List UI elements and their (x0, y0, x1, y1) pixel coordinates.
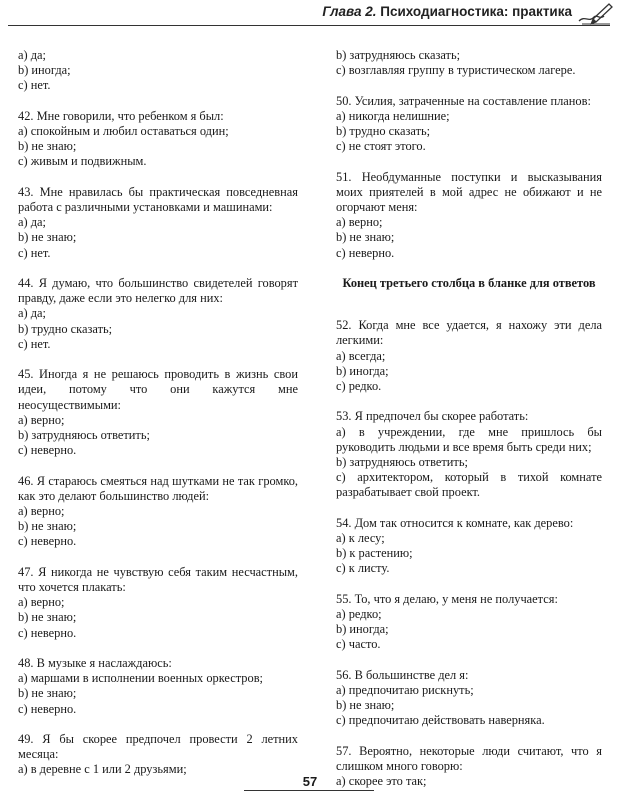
answer-option: b) не знаю; (18, 519, 77, 534)
answer-option: c) неверно. (18, 443, 77, 458)
answer-option: b) трудно сказать; (18, 321, 113, 336)
page-number: 57 (302, 774, 318, 789)
question-text: 47. Я никогда не чувствую себя таким несчастным, что хочется плакать: (18, 564, 298, 595)
question-text: 50. Усилия, затраченные на составление планов: (336, 93, 591, 108)
question-text: 51. Необдуманные поступки и высказывания моих приятелей в мой адрес не обижают и не огорчают меня: (336, 169, 602, 214)
question-text: 42. Мне говорили, что ребенком я был: (18, 108, 224, 123)
answer-option: a) в учреждении, где мне пришлось бы руководить людьми и все время быть среди них; (336, 424, 602, 454)
answer-option: b) не знаю; (18, 230, 77, 245)
header-divider (8, 25, 610, 26)
answer-option: a) скорее это так; (336, 774, 427, 789)
answer-option: c) неверно. (18, 534, 77, 549)
answer-option: a) да; (18, 306, 46, 321)
question-49 (18, 732, 298, 778)
question-text: 55. То, что я делаю, у меня не получается: (336, 591, 558, 606)
answer-option: b) затрудняюсь сказать; (336, 48, 461, 62)
answer-option: c) часто. (336, 637, 381, 652)
question-text: 48. В музыке я наслаждаюсь: (18, 656, 172, 671)
pen-writing-icon (576, 0, 614, 26)
answer-option: a) верно; (18, 412, 65, 427)
question-text: 49. Я бы скорее предпочел провести 2 летних месяца: (18, 732, 298, 762)
question-text: 56. В большинстве дел я: (336, 667, 469, 682)
answer-option: a) к лесу; (336, 531, 385, 546)
question-48 (18, 656, 298, 717)
question-46 (18, 474, 298, 550)
answer-option: c) нет. (18, 245, 51, 260)
answer-option: a) предпочитаю рискнуть; (336, 683, 474, 698)
question-text: 45. Иногда я не решаюсь проводить в жизнь свои идеи, потому что они кажутся мне неосуществимыми: (18, 367, 298, 412)
answer-option: b) трудно сказать; (336, 124, 431, 138)
answer-option: a) да; (18, 215, 46, 230)
question-44 (18, 276, 298, 352)
question-56 (336, 668, 602, 729)
question-text: 54. Дом так относится к комнате, как дерево: (336, 515, 574, 530)
question-45 (18, 367, 298, 458)
answer-option: a) в деревне с 1 или 2 друзьями; (18, 762, 187, 777)
answer-option: a) верно; (18, 504, 65, 519)
question-55 (336, 592, 602, 653)
question-47 (18, 565, 298, 641)
answer-option: b) иногда; (336, 622, 389, 637)
question-text: 46. Я стараюсь смеяться над шутками не так громко, как это делают большинство людей: (18, 473, 298, 503)
answer-option: c) возглавляя группу в туристическом лагере. (336, 63, 576, 78)
question-text: 43. Мне нравилась бы практическая повседневная работа с различными установками и машинами: (18, 184, 298, 214)
answer-option: c) не стоят этого. (336, 139, 426, 154)
answer-option: b) не знаю; (18, 610, 77, 625)
answer-option: b) не знаю; (336, 230, 395, 245)
question-text: 52. Когда мне все удается, я нахожу эти дела легкими: (336, 318, 602, 348)
answer-option: a) никогда нелишние; (336, 108, 450, 123)
footer-divider (244, 790, 374, 791)
question-43 (18, 185, 298, 261)
answer-option: b) затрудняюсь ответить; (336, 455, 468, 470)
question-54 (336, 516, 602, 577)
answer-option: b) к растению; (336, 546, 413, 561)
answer-option: a) спокойным и любил оставаться один; (18, 124, 229, 138)
answer-option: a) верно; (18, 595, 65, 610)
answer-option: b) иногда; (18, 63, 71, 78)
answer-option: c) неверно. (336, 245, 395, 260)
answer-option: a) да; (18, 48, 46, 62)
answer-option: c) неверно. (18, 625, 77, 640)
answer-option: a) маршами в исполнении военных оркестров; (18, 671, 263, 686)
section-heading: Конец третьего столбца в бланке для ответов (342, 276, 596, 290)
question-text: 57. Вероятно, некоторые люди считают, что я слишком много говорю: (336, 743, 602, 774)
answer-option: c) живым и подвижным. (18, 154, 147, 169)
answer-option: b) не знаю; (18, 686, 77, 701)
question-text: 44. Я думаю, что большинство свидетелей говорят правду, даже если это нелегко для них: (18, 276, 298, 306)
answer-option: c) неверно. (18, 701, 77, 716)
answer-option: c) нет. (18, 336, 51, 351)
question-49-tail (336, 48, 602, 78)
chapter-label: Глава 2. (322, 4, 377, 19)
question-51 (336, 170, 602, 261)
answer-option: b) затрудняюсь ответить; (18, 428, 150, 443)
question-52 (336, 318, 602, 394)
answer-option: c) нет. (18, 78, 51, 93)
left-column (18, 48, 298, 793)
answer-option: c) архитектором, который в тихой комнате разрабатывает свой проект. (336, 470, 602, 500)
question-text: 53. Я предпочел бы скорее работать: (336, 409, 529, 424)
question-42 (18, 109, 298, 170)
question-53 (336, 409, 602, 500)
right-column (336, 48, 602, 805)
answer-option: b) не знаю; (18, 139, 77, 154)
answer-option: b) иногда; (336, 363, 389, 378)
answer-option: a) редко; (336, 607, 382, 622)
question-50 (336, 94, 602, 155)
question-41-tail (18, 48, 298, 94)
answer-option: c) предпочитаю действовать наверняка. (336, 713, 545, 728)
chapter-title: Психодиагностика: практика (380, 4, 572, 19)
answer-option: a) верно; (336, 215, 383, 230)
answer-option: a) всегда; (336, 348, 386, 363)
answer-option: c) редко. (336, 379, 382, 394)
answer-option: b) не знаю; (336, 698, 395, 713)
answer-option: c) к листу. (336, 561, 390, 576)
running-header (322, 4, 572, 19)
